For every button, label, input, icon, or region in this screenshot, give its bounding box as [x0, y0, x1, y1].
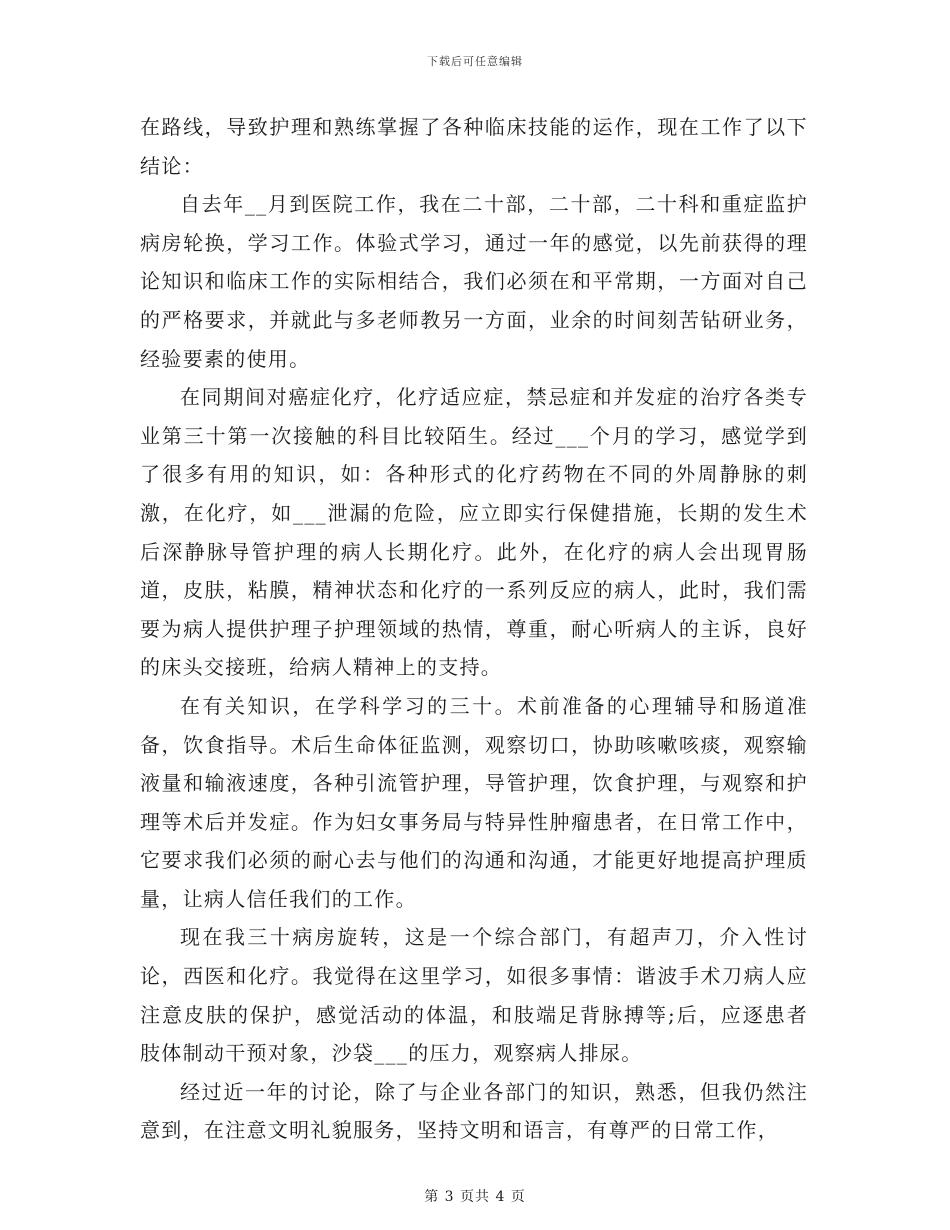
paragraph-4: 在有关知识，在学科学习的三十。术前准备的心理辅导和肠道准备，饮食指导。术后生命体征监测，观察切口，协助咳嗽咳痰，观察输液量和输液速度，各种引流管护理，导管护理，饮食护理，与观察和护理等术后并发症。作为妇女事务局与特异性肿瘤患者，在日常工作中，它要求我们必须的耐心去与他们的沟通和沟通，才能更好地提高护理质量，让病人信任我们的工作。	[140, 693, 808, 911]
paragraph-6: 经过近一年的讨论，除了与企业各部门的知识，熟悉，但我仍然注意到，在注意文明礼貌服务，坚持文明和语言，有尊严的日常工作，	[140, 1079, 808, 1143]
page-footer: 第 3 页共 4 页	[424, 1189, 526, 1205]
document-body	[140, 108, 808, 1150]
paragraph-2: 自去年__月到医院工作，我在二十部，二十部，二十科和重症监护病房轮换，学习工作。体验式学习，通过一年的感觉，以先前获得的理论知识和临床工作的实际相结合，我们必须在和平常期，一方面对自己的严格要求，并就此与多老师教另一方面，业余的时间刻苦钻研业务，经验要素的使用。	[140, 192, 808, 371]
paragraph-1: 在路线，导致护理和熟练掌握了各种临床技能的运作，现在工作了以下结论：	[140, 115, 808, 178]
paragraph-5: 现在我三十病房旋转，这是一个综合部门，有超声刀，介入性讨论，西医和化疗。我觉得在这里学习，如很多事情：谐波手术刀病人应注意皮肤的保护，感觉活动的体温，和肢端足背脉搏等;后，应逐患者肢体制动干预对象，沙袋___的压力，观察病人排尿。	[140, 925, 808, 1066]
paragraph-3: 在同期间对癌症化疗，化疗适应症，禁忌症和并发症的治疗各类专业第三十第一次接触的科目比较陌生。经过___个月的学习，感觉学到了很多有用的知识，如：各种形式的化疗药物在不同的外周静脉的刺激，在化疗，如___泄漏的危险，应立即实行保健措施，长期的发生术后深静脉导管护理的病人长期化疗。此外，在化疗的病人会出现胃肠道，皮肤，粘膜，精神状态和化疗的一系列反应的病人，此时，我们需要为病人提供护理子护理领域的热情，尊重，耐心听病人的主诉，良好的床头交接班，给病人精神上的支持。	[140, 385, 808, 680]
page-header: 下载后可任意编辑	[427, 55, 523, 68]
